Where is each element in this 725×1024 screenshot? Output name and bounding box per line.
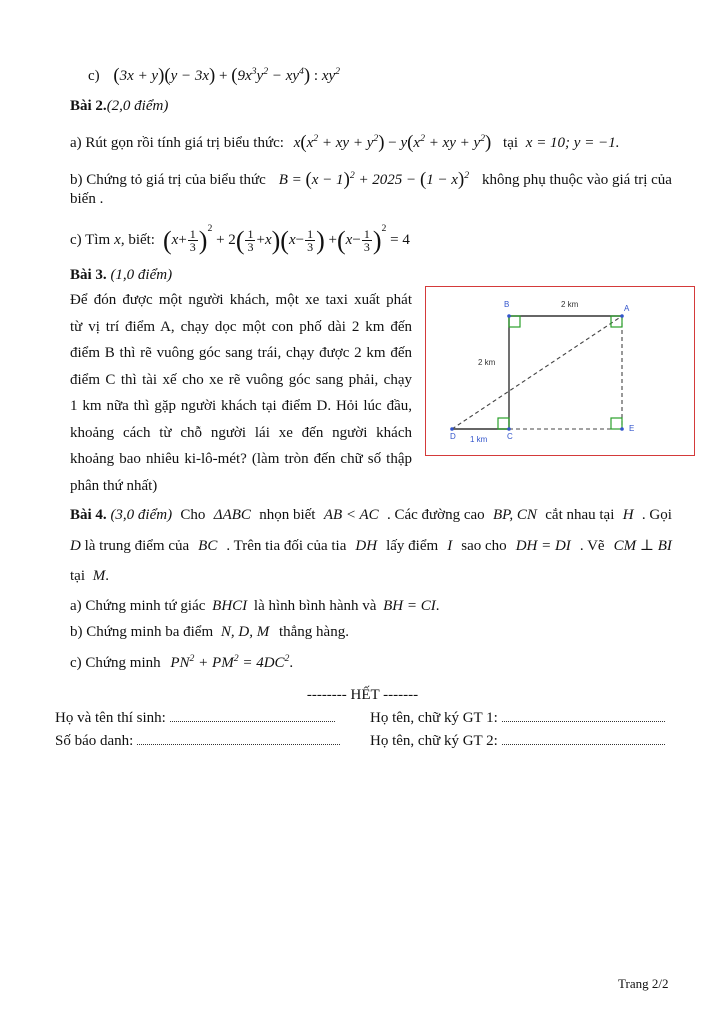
problem-2b-cont (70, 189, 103, 211)
problem-2b-expression: $B = (x - 1)^2 + 2025 - (1 - x)^2$ (278, 169, 470, 190)
problem-3-heading (70, 265, 172, 287)
problem-4-text: tại (70, 568, 85, 584)
gt2-label: Họ tên, chữ ký GT 2: (370, 733, 498, 749)
problem-2c-text-2: , biết: (120, 231, 155, 248)
gt1-blank (502, 710, 665, 722)
problem-2-heading (70, 96, 168, 118)
points-N-D-M: N, D, M (220, 624, 270, 640)
problem-4a (70, 596, 440, 618)
candidate-id-label: Số báo danh: (55, 733, 134, 749)
problem-4-text: . Vẽ (579, 538, 605, 554)
right-angle-A (611, 316, 622, 327)
problem-4-text: . Trên tia đối của tia (226, 538, 347, 554)
problem-4-text: . Gọi (641, 507, 672, 523)
problem-3-line: điểm C thì tài xế cho xe rẽ vuông góc sang phải, chạy (70, 371, 412, 388)
problem-2a (70, 129, 619, 156)
point-B (507, 314, 511, 318)
problem-4b-text-2: thẳng hàng. (278, 624, 349, 640)
candidate-id-blank (137, 733, 340, 745)
point-D (450, 427, 454, 431)
inequality-AB-AC: AB < AC (323, 507, 379, 523)
point-A (620, 314, 624, 318)
problem-4-text: nhọn biết (259, 507, 316, 523)
problem-4a-text: a) Chứng minh tứ giác (70, 598, 206, 614)
quadrilateral-BHCI: BHCI (212, 598, 248, 614)
point-E (620, 427, 624, 431)
problem-2b (70, 166, 672, 193)
problem-4-title: Bài 4. (70, 507, 107, 523)
problem-4-text: lấy điểm (386, 538, 439, 554)
problem-4c-text: c) Chứng minh (70, 655, 161, 671)
problem-2a-expression: $x(x^2$ + xy + $y^2) - y(x^2$ + xy + $y^2$) (293, 132, 492, 153)
problem-2-title: Bài 2. (70, 98, 107, 114)
label-A: A (624, 304, 630, 313)
problem-2b-text-2: không phụ thuộc vào giá trị của (482, 172, 672, 188)
length-BC: 2 km (478, 358, 496, 367)
problem-2b-text-3: biến . (70, 191, 104, 207)
footer-candidate-name (55, 708, 335, 730)
equation-DH-DI: DH = DI (515, 538, 571, 554)
footer-gt2 (370, 731, 665, 753)
problem-4-text: sao cho (461, 538, 507, 554)
ray-DH: DH (355, 538, 378, 554)
problem-2a-tai: tại (503, 135, 519, 151)
problem-2c-text: c) Tìm (70, 231, 111, 248)
problem-3-text (70, 287, 412, 499)
perpendicular-CM-BI: CM ⊥ BI (613, 538, 672, 554)
footer-gt1 (370, 708, 665, 730)
problem-4c (70, 652, 293, 675)
problem-4c-equation: $PN^2 + PM^2 = 4DC^2$ (170, 653, 290, 671)
problem-1c (88, 62, 340, 89)
problem-2b-text-1: b) Chứng tỏ giá trị của biểu thức (70, 172, 266, 188)
problem-2c (70, 222, 410, 260)
end-mark: -------- HẾT ------- (306, 687, 419, 703)
segment-AD-dashed (452, 316, 622, 429)
altitudes-BP-CN: BP, CN (493, 507, 537, 523)
right-angle-B (509, 316, 520, 327)
right-angle-E (611, 418, 622, 429)
label-E: E (629, 424, 635, 433)
problem-2c-var: x (114, 231, 121, 248)
problem-3-score: (1,0 điểm) (110, 267, 173, 283)
point-H: H (622, 507, 634, 523)
point-I: I (447, 538, 453, 554)
problem-2c-equation: ( x + $\frac{1}{3}$ ) $^2$ + 2 ( $\frac{1}{3}$ + x ) ( x − $\frac{1}{3}$ ) + ( x − $\frac{1}{3}$ ) $^2$ = 4 (162, 223, 410, 255)
page-number: Trang 2/2 (618, 976, 669, 991)
problem-2a-values: x = 10; y = −1. (525, 135, 620, 151)
taxi-route-figure (425, 286, 695, 456)
problem-3-line: khoảng bao nhiêu ki-lô-mét? (làm tròn đến chữ số thập (70, 451, 412, 467)
problem-4b (70, 622, 349, 644)
equation-BH-CI: BH = CI (383, 598, 436, 614)
problem-2a-text: a) Rút gọn rồi tính giá trị biểu thức: (70, 135, 284, 151)
problem-1c-label: c) (88, 68, 100, 84)
point-D: D (70, 538, 81, 554)
footer-candidate-id (55, 731, 340, 753)
problem-3-line: từ vị trí điểm A, chạy dọc một con phố dài 2 km đến (70, 318, 412, 335)
problem-4-text: Cho (180, 507, 206, 523)
problem-4-text: là trung điểm của (84, 538, 190, 554)
gt2-blank (502, 733, 665, 745)
point-M: M (92, 568, 106, 584)
label-D: D (450, 432, 456, 441)
length-DC: 1 km (470, 435, 488, 444)
problem-1c-expression: $(3x + y)(y - 3x) + (9x^3y^2 - xy^4)$ : $xy^2$ (113, 65, 341, 86)
problem-4b-text: b) Chứng minh ba điểm (70, 624, 214, 640)
problem-3-line: điểm B thì rẽ vuông góc sang trái, chạy được 2 km đến (70, 345, 412, 361)
gt1-label: Họ tên, chữ ký GT 1: (370, 710, 498, 726)
problem-4-score: (3,0 điểm) (110, 507, 173, 523)
triangle-ABC: ΔABC (213, 507, 251, 523)
problem-4c-end: . (289, 655, 294, 671)
problem-4-line-2 (70, 536, 672, 558)
problem-4-line-3 (70, 566, 109, 588)
candidate-name-blank (170, 710, 335, 722)
problem-3-line: Để đón được một người khách, một xe taxi xuất phát (70, 292, 412, 308)
length-AB: 2 km (561, 300, 579, 309)
right-angle-C (498, 418, 509, 429)
candidate-name-label: Họ và tên thí sinh: (55, 710, 166, 726)
problem-4-text: cắt nhau tại (545, 507, 615, 523)
problem-4-line-1 (70, 505, 672, 527)
problem-3-line: 1 km nữa thì gặp người khách tại điểm D. Hỏi lúc đầu, (70, 398, 412, 414)
problem-4-text: . Các đường cao (386, 507, 485, 523)
point-C (507, 427, 511, 431)
problem-3-title: Bài 3. (70, 267, 107, 283)
problem-4a-end: . (435, 598, 440, 614)
problem-4a-text-2: là hình bình hành và (253, 598, 377, 614)
problem-3-line: khoảng cách từ chỗ người lái xe đến người khách (70, 424, 412, 441)
segment-BC: BC (198, 538, 218, 554)
label-C: C (507, 432, 513, 441)
problem-3-line: phân thứ nhất) (70, 477, 158, 494)
problem-4-text: . (105, 568, 109, 584)
label-B: B (504, 300, 510, 309)
problem-2-score: (2,0 điểm) (106, 98, 169, 114)
